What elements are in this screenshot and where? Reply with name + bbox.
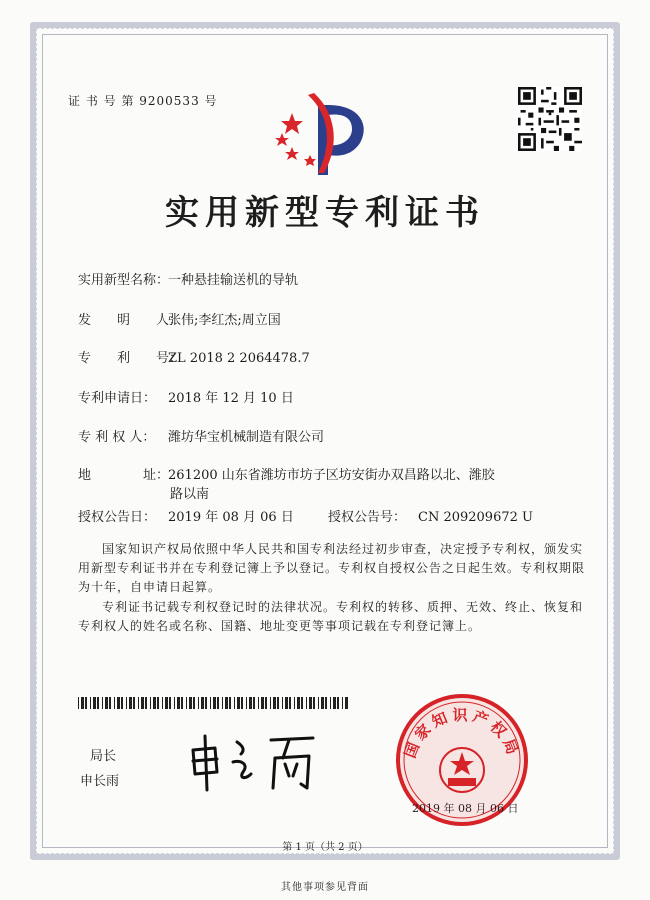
field-label: 实用新型名称： — [78, 273, 170, 288]
signature-name: 申长雨 — [80, 774, 120, 789]
field-label: 专 利 权 人： — [78, 430, 156, 445]
seal-date: 2019 年 08 月 06 日 — [412, 802, 519, 815]
field-value: ZL 2018 2 2064478.7 — [168, 351, 310, 366]
field-grant-date — [78, 506, 294, 525]
field-value: 潍坊华宝机械制造有限公司 — [168, 430, 325, 445]
certificate-number: 证 书 号 第 9200533 号 — [68, 94, 218, 108]
field-value: 一种悬挂输送机的导轨 — [168, 273, 299, 288]
field-patentee — [78, 426, 324, 445]
field-value: 2019 年 08 月 06 日 — [168, 510, 294, 525]
field-value: 张伟;李红杰;周立国 — [168, 313, 281, 328]
field-utility-model-name — [78, 269, 298, 288]
field-label: 发 明 人： — [78, 313, 183, 328]
field-application-date — [78, 387, 294, 406]
field-value: CN 209209672 U — [418, 510, 533, 525]
seal-text: 国家知识产权局 — [400, 706, 524, 761]
field-label: 授权公告日： — [78, 510, 157, 525]
legal-status-paragraph: 专利证书记载专利权登记时的法律状况。专利权的转移、质押、无效、终止、恢复和专利权人的姓名或名称、国籍、地址变更等事项记载在专利登记簿上。 — [78, 600, 584, 633]
field-value: 261200 山东省潍坊市坊子区坊安街办双昌路以北、潍胶 — [168, 468, 495, 483]
field-label: 授权公告号： — [328, 510, 407, 525]
field-address-line2: 路以南 — [170, 487, 210, 502]
field-label: 专利申请日： — [78, 391, 157, 406]
cnipa-logo-icon — [270, 85, 380, 180]
handwritten-signature — [185, 728, 325, 793]
barcode-icon — [78, 697, 348, 709]
field-patent-number — [78, 347, 310, 366]
field-label: 地 址： — [78, 468, 170, 483]
qr-code-icon — [518, 87, 582, 151]
field-inventors — [78, 309, 281, 328]
field-grant-number — [328, 506, 533, 525]
field-value: 2018 年 12 月 10 日 — [168, 391, 294, 406]
page-indicator: 第 1 页（共 2 页） — [282, 842, 368, 853]
signature-title: 局长 — [90, 749, 117, 764]
certificate-title: 实用新型专利证书 — [165, 193, 485, 233]
field-address — [78, 464, 495, 483]
grant-statement-paragraph: 国家知识产权局依照中华人民共和国专利法经过初步审查，决定授予专利权，颁发实用新型专利证书并在专利登记簿上予以登记。专利权自授权公告之日起生效。专利权期限为十年，自申请日起算。 — [78, 542, 586, 594]
field-label: 专 利 号： — [78, 351, 183, 366]
footer-note: 其他事项参见背面 — [281, 882, 369, 893]
